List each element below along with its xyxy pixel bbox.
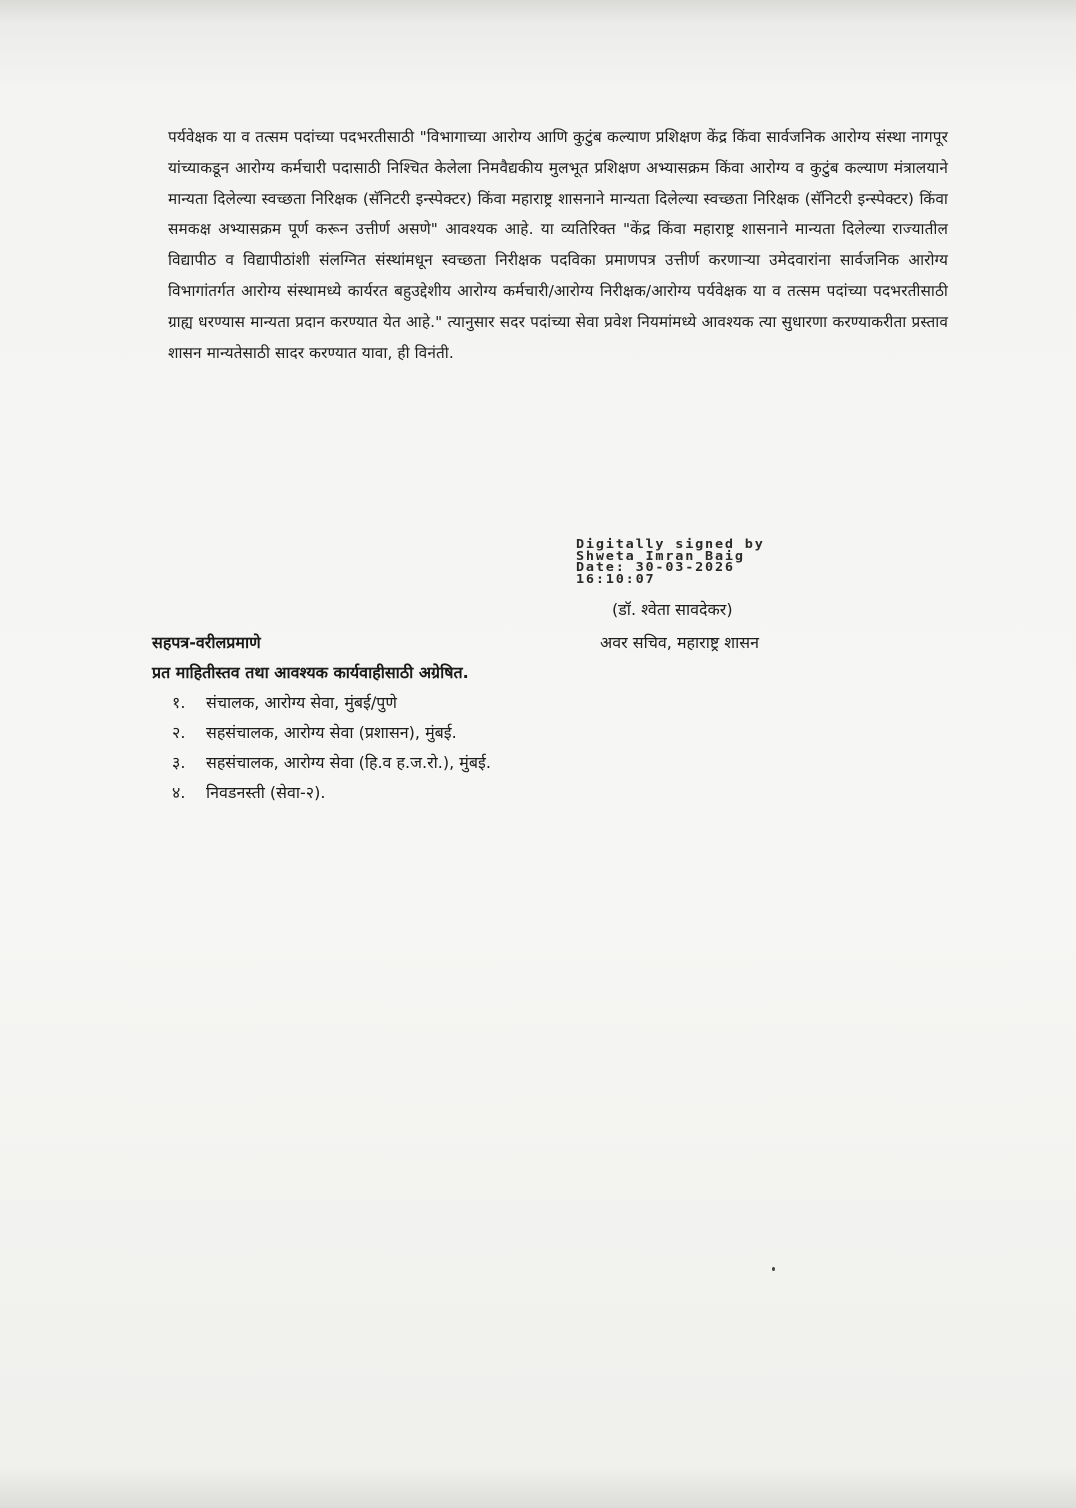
list-item	[172, 778, 491, 808]
recipient-number: ४.	[172, 783, 186, 802]
paper-speck	[772, 1267, 775, 1271]
digital-signature-stamp	[576, 537, 836, 587]
recipient-text: संचालक, आरोग्य सेवा, मुंबई/पुणे	[206, 693, 397, 712]
signature-time: 16:10:07	[576, 571, 656, 587]
signature-date: Date: 30-03-2026	[576, 560, 735, 575]
top-edge-shadow	[0, 0, 1076, 22]
recipient-number: २.	[172, 723, 186, 742]
copy-to-label: प्रत माहितीस्तव तथा आवश्यक कार्यवाहीसाठी अग्रेषित.	[152, 663, 469, 682]
signatory-name: (डॉ. श्वेता सावदेकर)	[612, 600, 733, 619]
bottom-edge-shadow	[0, 1468, 1076, 1508]
recipient-list	[172, 688, 491, 808]
recipient-text: सहसंचालक, आरोग्य सेवा (प्रशासन), मुंबई.	[206, 723, 457, 742]
recipient-text: सहसंचालक, आरोग्य सेवा (हि.व ह.ज.रो.), मुंबई.	[206, 753, 491, 772]
signature-line: Digitally signed by	[576, 537, 765, 552]
recipient-number: ३.	[172, 753, 186, 772]
body-paragraph: पर्यवेक्षक या व तत्सम पदांच्या पदभरतीसाठी "विभागाच्या आरोग्य आणि कुटुंब कल्याण प्रशिक्षण केंद्र किंवा सार्वजनिक आरोग्य संस्था नागपूर यांच्याकडून आरोग्य कर्मचारी पदासाठी निश्चित केलेला निमवैद्यकीय मुलभूत प्रशिक्षण अभ्यासक्रम किंवा आरोग्य व कुटुंब कल्याण मंत्रालयाने मान्यता दिलेल्या स्वच्छता निरिक्षक (सॅनिटरी इन्स्पेक्टर) किंवा महाराष्ट्र शासनाने मान्यता दिलेल्या स्वच्छता निरिक्षक (सॅनिटरी इन्स्पेक्टर) किंवा समकक्ष अभ्यासक्रम पूर्ण करून उत्तीर्ण असणे" आवश्यक आहे. या व्यतिरिक्त "केंद्र किंवा महाराष्ट्र शासनाने मान्यता दिलेल्या राज्यातील विद्यापीठ व विद्यापीठांशी संलग्नित संस्थांमधून स्वच्छता निरीक्षक पदविका प्रमाणपत्र उत्तीर्ण करणाऱ्या उमेदवारांना सार्वजनिक आरोग्य विभागांतर्गत आरोग्य संस्थामध्ये कार्यरत बहुउद्देशीय आरोग्य कर्मचारी/आरोग्य निरीक्षक/आरोग्य पर्यवेक्षक या व तत्सम पदांच्या पदभरतीसाठी ग्राह्य धरण्यास मान्यता प्रदान करण्यात येत आहे." त्यानुसार सदर पदांच्या सेवा प्रवेश नियमांमध्ये आवश्यक त्या सुधारणा करण्याकरीता प्रस्ताव शासन मान्यतेसाठी सादर करण्यात यावा, ही विनंती.	[168, 128, 948, 362]
recipient-number: १.	[172, 693, 186, 712]
list-item	[172, 688, 491, 718]
list-item	[172, 718, 491, 748]
signature-signer: Shweta Imran Baig	[576, 548, 745, 564]
list-item	[172, 748, 491, 778]
recipient-text: निवडनस्ती (सेवा-२).	[206, 783, 326, 802]
signatory-designation: अवर सचिव, महाराष्ट्र शासन	[600, 633, 759, 652]
enclosure-label: सहपत्र-वरीलप्रमाणे	[152, 633, 261, 652]
